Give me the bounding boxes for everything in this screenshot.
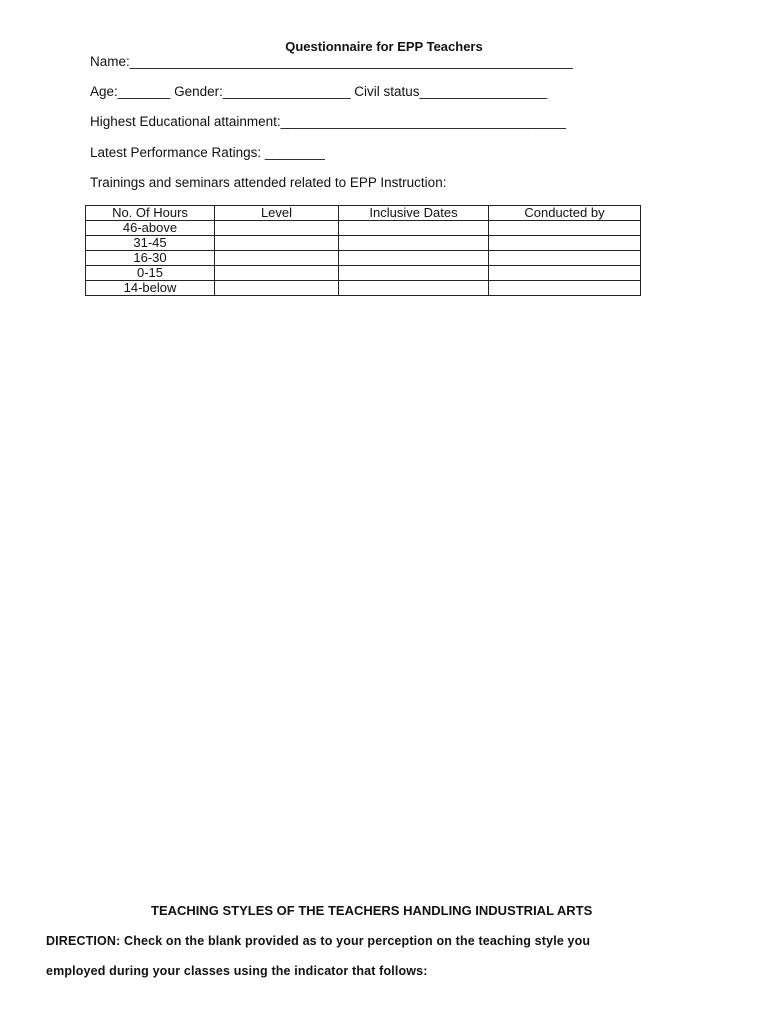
level-cell[interactable] [215,266,339,281]
level-cell[interactable] [215,236,339,251]
name-field: Name:___________________________________________________________ [90,54,573,69]
conducted-by-cell[interactable] [489,251,641,266]
section-title: TEACHING STYLES OF THE TEACHERS HANDLING INDUSTRIAL ARTS [151,903,593,918]
table-header-row [86,206,641,221]
header-hours: No. Of Hours [86,206,215,221]
dates-cell[interactable] [339,266,489,281]
hours-cell: 46-above [86,221,215,236]
table-row [86,281,641,296]
table-row [86,221,641,236]
header-level: Level [215,206,339,221]
dates-cell[interactable] [339,281,489,296]
dates-cell[interactable] [339,236,489,251]
hours-cell: 31-45 [86,236,215,251]
direction-line-1: DIRECTION: Check on the blank provided as to your perception on the teaching style you [46,934,591,948]
page-title: Questionnaire for EPP Teachers [285,39,483,54]
level-cell[interactable] [215,281,339,296]
table-row [86,251,641,266]
age-gender-civil-status-field: Age:_______ Gender:_________________ Civil status_________________ [90,84,548,99]
table-row [86,266,641,281]
conducted-by-cell[interactable] [489,266,641,281]
trainings-label: Trainings and seminars attended related to EPP Instruction: [90,175,447,190]
level-cell[interactable] [215,251,339,266]
level-cell[interactable] [215,221,339,236]
header-conducted-by: Conducted by [489,206,641,221]
header-dates: Inclusive Dates [339,206,489,221]
hours-cell: 0-15 [86,266,215,281]
hours-cell: 14-below [86,281,215,296]
dates-cell[interactable] [339,221,489,236]
dates-cell[interactable] [339,251,489,266]
hours-cell: 16-30 [86,251,215,266]
direction-line-2: employed during your classes using the indicator that follows: [46,964,428,978]
conducted-by-cell[interactable] [489,221,641,236]
conducted-by-cell[interactable] [489,281,641,296]
education-field: Highest Educational attainment:______________________________________ [90,114,566,129]
trainings-table [85,205,641,296]
conducted-by-cell[interactable] [489,236,641,251]
performance-ratings-field: Latest Performance Ratings: ________ [90,145,325,160]
table-row [86,236,641,251]
